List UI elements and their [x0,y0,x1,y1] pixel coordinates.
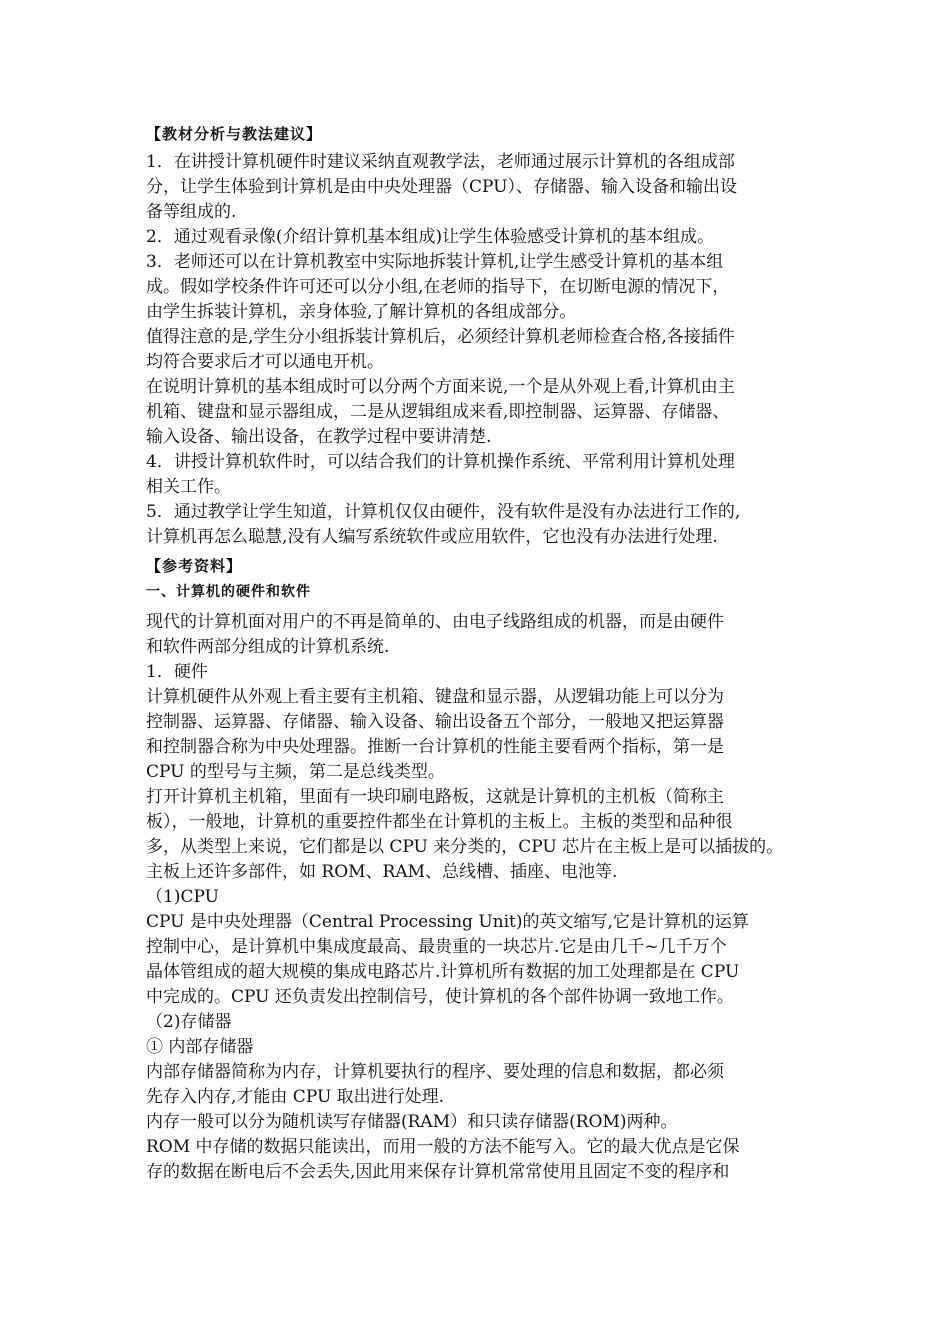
text-line: 4．讲授计算机软件时，可以结合我们的计算机操作系统、平常利用计算机处理 [146,452,735,472]
text-line: （1)CPU [146,887,219,907]
text-line: 内部存储器简称为内存，计算机要执行的程序、要处理的信息和数据，都必须 [146,1062,724,1082]
subsection-heading-hardware-software: 一、计算机的硬件和软件 [146,584,311,600]
text-line: 3．老师还可以在计算机教室中实际地拆装计算机,让学生感受计算机的基本组 [146,252,724,272]
text-line: （2)存储器 [146,1012,232,1032]
text-line: 和控制器合称为中央处理器。推断一台计算机的性能主要看两个指标，第一是 [146,737,724,757]
text-line: 输入设备、输出设备，在教学过程中要讲清楚. [146,427,492,447]
text-line: CPU 的型号与主频，第二是总线类型。 [146,762,445,782]
text-line: 控制中心，是计算机中集成度最高、最贵重的一块芯片.它是由几千~几千万个 [146,937,727,957]
text-line: 多，从类型上来说，它们都是以 CPU 来分类的，CPU 芯片在主板上是可以插拔的。 [146,837,784,857]
text-line: 在说明计算机的基本组成时可以分两个方面来说,一个是从外观上看,计算机由主 [146,377,735,397]
text-line: 机箱、键盘和显示器组成，二是从逻辑组成来看,即控制器、运算器、存储器、 [146,402,730,422]
text-line: 成。假如学校条件许可还可以分小组,在老师的指导下，在切断电源的情况下， [146,277,730,297]
text-line: 计算机再怎么聪慧,没有人编写系统软件或应用软件，它也没有办法进行处理. [146,527,718,547]
text-line: 计算机硬件从外观上看主要有主机箱、键盘和显示器，从逻辑功能上可以分为 [146,687,724,707]
text-line: 存的数据在断电后不会丢失,因此用来保存计算机常常使用且固定不变的程序和 [146,1162,730,1182]
text-line: 值得注意的是,学生分小组拆装计算机后，必须经计算机老师检查合格,各接插件 [146,327,735,347]
text-line: 先存入内存,才能由 CPU 取出进行处理. [146,1087,445,1107]
text-line: CPU 是中央处理器（Central Processing Unit)的英文缩写,它是计算机的运算 [146,912,749,932]
text-line: 板），一般地，计算机的重要控件都坐在计算机的主板上。主板的类型和品种很 [146,812,733,832]
text-line: 晶体管组成的超大规模的集成电路芯片.计算机所有数据的加工处理都是在 CPU [146,962,740,982]
text-line: 1．在讲授计算机硬件时建议采纳直观教学法，老师通过展示计算机的各组成部 [146,152,735,172]
section-heading-reference: 【参考资料】 [146,557,243,575]
text-line: 控制器、运算器、存储器、输入设备、输出设备五个部分，一般地又把运算器 [146,712,724,732]
text-line: 相关工作。 [146,477,231,497]
text-line: 和软件两部分组成的计算机系统. [146,637,390,657]
document-page [146,120,826,1185]
text-line: 现代的计算机面对用户的不再是简单的、由电子线路组成的机器，而是由硬件 [146,612,724,632]
text-line: 分，让学生体验到计算机是由中央处理器（CPU）、存储器、输入设备和输出设 [146,177,737,197]
section-heading-teaching-analysis: 【教材分析与教法建议】 [146,125,323,143]
text-line: 5．通过教学让学生知道，计算机仅仅由硬件，没有软件是没有办法进行工作的, [146,502,741,522]
text-line: 打开计算机主机箱，里面有一块印刷电路板，这就是计算机的主机板（简称主 [146,787,724,807]
text-line: 2．通过观看录像(介绍计算机基本组成)让学生体验感受计算机的基本组成。 [146,227,715,247]
text-line: 主板上还许多部件，如 ROM、RAM、总线槽、插座、电池等. [146,862,618,882]
text-line: ① 内部存储器 [146,1037,254,1057]
text-line: 中完成的。CPU 还负责发出控制信号，使计算机的各个部件协调一致地工作。 [146,987,734,1007]
text-line: 均符合要求后才可以通电开机。 [146,352,384,372]
reference-text [146,610,826,1185]
text-line: ROM 中存储的数据只能读出，而用一般的方法不能写入。它的最大优点是它保 [146,1137,740,1157]
text-line: 由学生拆装计算机，亲身体验,了解计算机的各组成部分。 [146,302,577,322]
text-line: 1．硬件 [146,662,208,682]
text-line: 备等组成的. [146,202,237,222]
text-line: 内存一般可以分为随机读写存储器(RAM）和只读存储器(ROM)两种。 [146,1112,678,1132]
teaching-suggestions-text [146,150,826,550]
